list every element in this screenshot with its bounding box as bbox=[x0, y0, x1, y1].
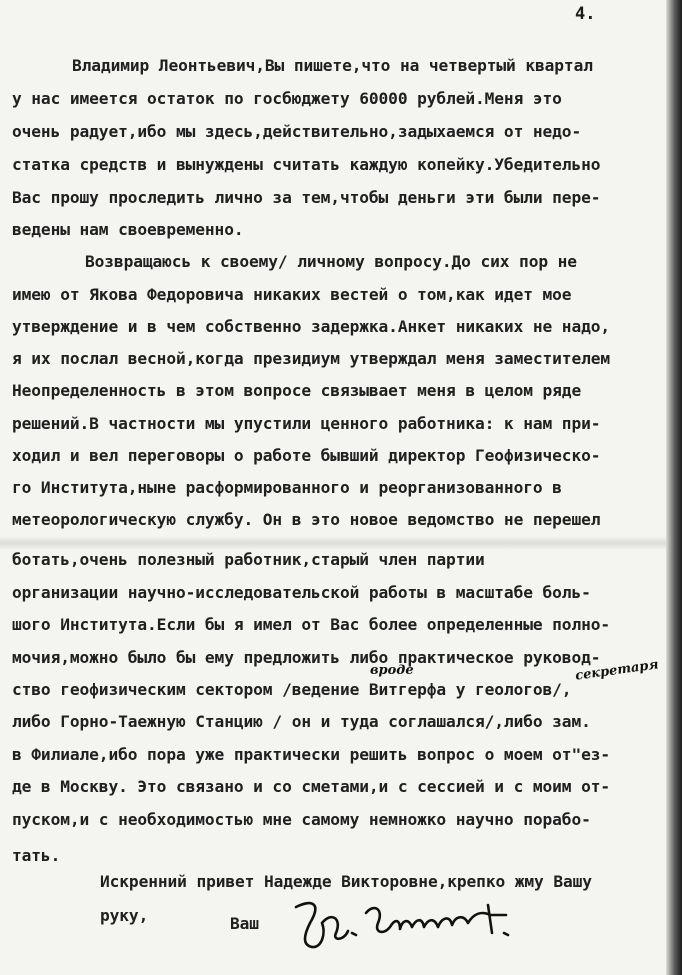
handwritten-insert: секретаря bbox=[574, 657, 660, 684]
text-line: Вас прошу проследить лично за тем,чтобы деньги эти были пере- bbox=[12, 188, 601, 207]
text-line: в Филиале,ибо пора уже практически решить вопрос о моем от"ез- bbox=[12, 745, 611, 764]
text-line: имею от Якова Федоровича никаких вестей о том,как идет мое bbox=[12, 285, 572, 304]
text-line: Владимир Леонтьевич,Вы пишете,что на четвертый квартал bbox=[72, 56, 593, 75]
text-line: метеорологическую службу. Он в это новое ведомство не перешел bbox=[12, 510, 601, 529]
text-line: Искренний привет Надежде Викторовне,крепко жму Вашу bbox=[100, 872, 592, 891]
text-line: ведены нам своевременно. bbox=[12, 220, 244, 239]
text-line: Возвращаюсь к своему/ личному вопросу.До сих пор не bbox=[85, 252, 577, 271]
text-line: пуском,и с необходимостью мне самому немножко научно порабо- bbox=[12, 810, 591, 829]
text-line: шого Института.Если бы я имел от Вас более определенные полно- bbox=[12, 615, 611, 634]
text-line: де в Москву. Это связано и со сметами,и с сессией и с моим от- bbox=[12, 777, 611, 796]
text-line: решений.В частности мы упустили ценного работника: к нам при- bbox=[12, 414, 601, 433]
handwritten-insert: вроде bbox=[370, 663, 414, 678]
paper-fold bbox=[0, 536, 682, 550]
text-line: у нас имеется остаток по госбюджету 60000 рублей.Меня это bbox=[12, 89, 562, 108]
text-line: руку, bbox=[100, 906, 149, 925]
scan-edge-shadow bbox=[666, 0, 682, 975]
page-number: 4. bbox=[575, 4, 596, 24]
text-line: Неопределенность в этом вопросе связывает меня в целом ряде bbox=[12, 381, 582, 400]
text-line: ство геофизическим сектором /ведение Витгерфа у геологов/, bbox=[12, 680, 572, 699]
text-line: ходил и вел переговоры о работе бывший директор Геофизическо- bbox=[12, 446, 601, 465]
text-line: организации научно-исследовательской работы в масштабе боль- bbox=[12, 583, 591, 602]
text-line: мочия,можно было бы ему предложить либо практическое руковод- bbox=[12, 648, 601, 667]
text-line: либо Горно-Таежную Станцию / он и туда соглашался/,либо зам. bbox=[12, 712, 591, 731]
text-line: очень радует,ибо мы здесь,действительно,задыхаемся от недо- bbox=[12, 122, 582, 141]
text-line: тать. bbox=[12, 846, 61, 865]
text-line: го Института,ныне расформированного и реорганизованного в bbox=[12, 478, 562, 497]
handwritten-signature bbox=[292, 893, 518, 955]
text-line: Ваш bbox=[230, 914, 259, 933]
text-line: утверждение и в чем собственно задержка.Анкет никаких не надо, bbox=[12, 317, 611, 336]
text-line: ботать,очень полезный работник,старый член партии bbox=[12, 550, 485, 569]
text-line: я их послал весной,когда президиум утверждал меня заместителем bbox=[12, 349, 611, 368]
text-line: статка средств и вынуждены считать каждую копейку.Убедительно bbox=[12, 155, 601, 174]
